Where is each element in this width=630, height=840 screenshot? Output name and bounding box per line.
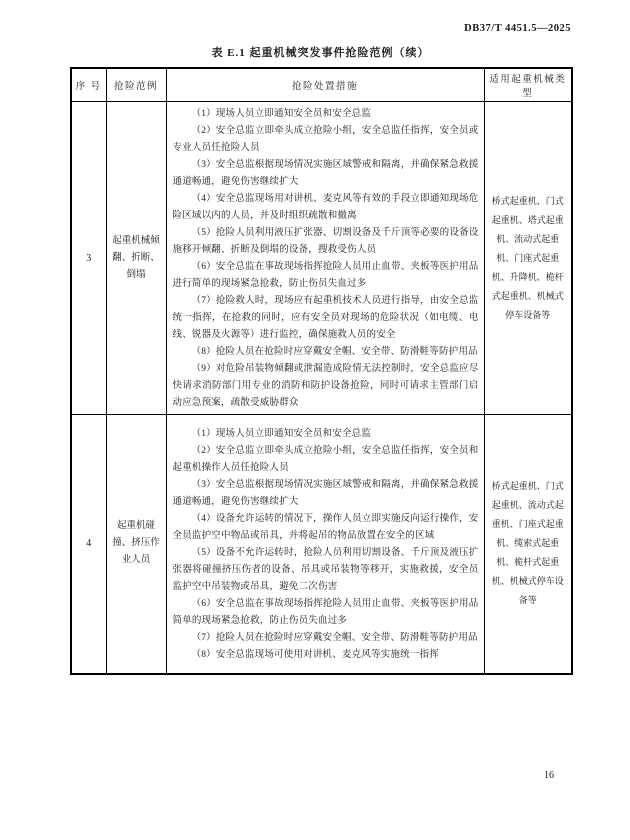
rescue-examples-table bbox=[70, 67, 573, 675]
table-row bbox=[71, 415, 572, 674]
rescue-example: 起重机械倾翻、折断、倒塌 bbox=[106, 102, 166, 415]
column-header-measures: 抢险处置措施 bbox=[166, 68, 484, 102]
measure-item: （9）对危险吊装物倾翻或泄漏造成险情无法控制时，安全总监应尽快请求消防部门用专业的消防和防护设备抢险，同时可请求主管部门启动应急预案，疏散受威胁群众 bbox=[172, 364, 479, 408]
measure-item: （3）安全总监根据现场情况实施区域警戒和隔离，并确保紧急救援通道畅通，避免伤害继续扩大 bbox=[172, 479, 479, 507]
rescue-measures bbox=[166, 102, 484, 415]
measure-item: （6）安全总监在事故现场指挥抢险人员用止血带、夹板等医护用品进行简单的现场紧急抢救，防止伤员失血过多 bbox=[172, 262, 479, 289]
table-title: 表 E.1 起重机械突发事件抢险范例（续） bbox=[211, 47, 430, 59]
applicable-crane-types: 桥式起重机、门式起重机、流动式起重机、门座式起重机、缆索式起重机、桅杆式起重机、机械式停车设备等 bbox=[484, 415, 572, 674]
page-number: 16 bbox=[544, 770, 554, 781]
measure-item: （7）抢险人员在抢险时应穿戴安全帽、安全带、防滑鞋等防护用品 bbox=[191, 632, 478, 643]
column-header-example: 抢险范例 bbox=[106, 68, 166, 102]
measure-item: （2）安全总监立即牵头成立抢险小组，安全总监任指挥，安全员或专业人员任抢险人员 bbox=[172, 126, 479, 153]
measure-item: （5）设备不允许运转时，抢险人员利用切割设备、千斤顶及液压扩张器将碰撞挤压伤者的设备、吊具或吊装物等移开，实施救援，安全员监护空中吊装物或吊具，避免二次伤害 bbox=[172, 547, 479, 592]
measure-item: （8）安全总监现场可使用对讲机、麦克风等实施统一指挥 bbox=[191, 649, 439, 660]
measure-item: （6）安全总监在事故现场指挥抢险人员用止血带、夹板等医护用品简单的现场紧急抢救，防止伤员失血过多 bbox=[172, 598, 479, 626]
standard-code: DB37/T 4451.5—2025 bbox=[464, 23, 571, 34]
column-header-no: 序 号 bbox=[71, 68, 106, 102]
measure-item: （4）安全总监现场用对讲机、麦克风等有效的手段立即通知现场危险区域以内的人员，并及时组织疏散和撤离 bbox=[172, 194, 479, 221]
rescue-example: 起重机碰撞、挤压作业人员 bbox=[106, 415, 166, 674]
measure-item: （7）抢险救人时，现场应有起重机技术人员进行指导，由安全总监统一指挥，在抢救的同时，应有安全员对现场的危险状况（如电缆、电线、锐器及火源等）进行监控，确保施救人员的安全 bbox=[172, 296, 479, 340]
table-header-row bbox=[71, 68, 572, 102]
measure-item: （1）现场人员立即通知安全员和安全总监 bbox=[191, 109, 372, 119]
measure-item: （5）抢险人员利用液压扩张器、切割设备及千斤顶等必要的设备设施移开倾翻、折断及倒塌的设备，搜救受伤人员 bbox=[172, 228, 479, 255]
applicable-crane-types: 桥式起重机、门式起重机、塔式起重机、流动式起重机、门座式起重机、升降机、桅杆式起重机、机械式停车设备等 bbox=[484, 102, 572, 415]
table-row bbox=[71, 102, 572, 415]
column-header-types: 适用起重机械类型 bbox=[484, 68, 572, 102]
measure-item: （2）安全总监立即牵头成立抢险小组，安全总监任指挥，安全员和起重机操作人员任抢险人员 bbox=[172, 445, 479, 473]
measure-item: （8）抢险人员在抢险时应穿戴安全帽、安全带、防滑鞋等防护用品 bbox=[191, 347, 478, 357]
rescue-measures bbox=[166, 415, 484, 674]
measure-item: （1）现场人员立即通知安全员和安全总监 bbox=[191, 428, 372, 439]
measure-item: （3）安全总监根据现场情况实施区域警戒和隔离，并确保紧急救援通道畅通，避免伤害继续扩大 bbox=[172, 160, 479, 187]
row-number: 4 bbox=[71, 415, 106, 674]
measure-item: （4）设备允许运转的情况下，操作人员立即实施反向运行操作，安全员监护空中物品或吊具，并将起吊的物品放置在安全的区域 bbox=[172, 513, 479, 541]
row-number: 3 bbox=[71, 102, 106, 415]
